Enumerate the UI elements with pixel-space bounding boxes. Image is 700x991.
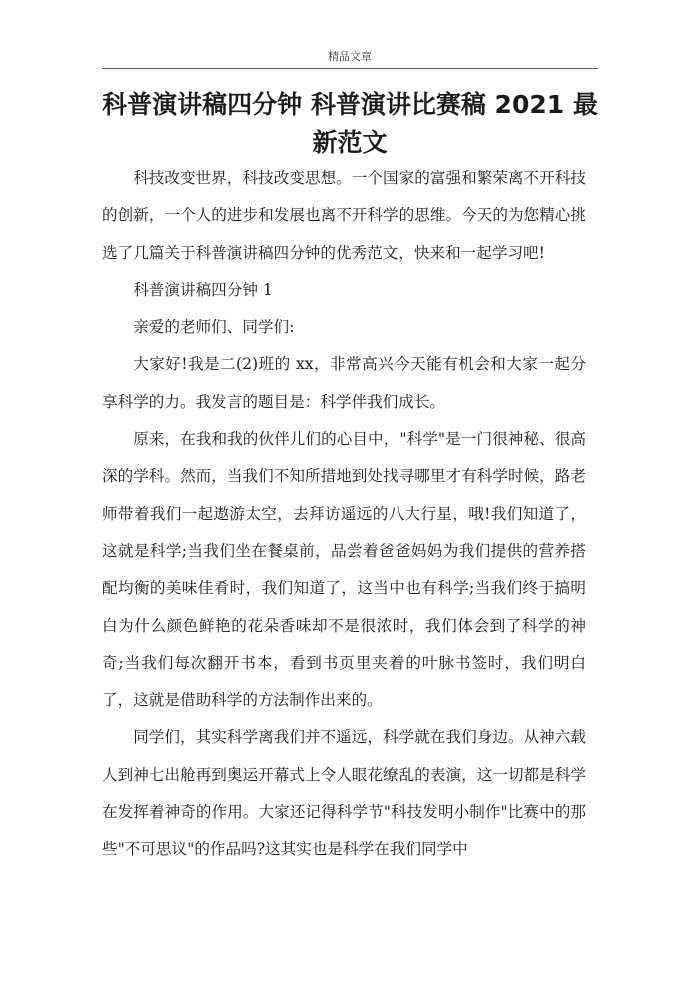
salutation: 亲爱的老师们、同学们: <box>133 318 295 337</box>
page-header: 精品文章 <box>102 50 598 69</box>
paragraph-greeting: 大家好!我是二(2)班的 xx，非常高兴今天能有机会和大家一起分享科学的力。我发言的题目是：科学伴我们成长。 <box>102 355 586 411</box>
document-title: 科普演讲稿四分钟 科普演讲比赛稿 2021 最新范文 <box>102 90 598 157</box>
document-body <box>102 160 586 869</box>
paragraph-intro: 科技改变世界，科技改变思想。一个国家的富强和繁荣离不开科技的创新，一个人的进步和发展也离不开科学的思维。今天的为您精心挑选了几篇关于科普演讲稿四分钟的优秀范文，快来和一起学习吧! <box>102 169 586 262</box>
paragraph-body: 同学们，其实科学离我们并不遥远，科学就在我们身边。从神六载人到神七出舱再到奥运开幕式上令人眼花缭乱的表演，这一切都是科学在发挥着神奇的作用。大家还记得科学节"科技发明小制作"比赛中的那些"不可思议"的作品吗?这其实也是科学在我们同学中 <box>102 728 586 859</box>
section-heading: 科普演讲稿四分钟 1 <box>133 280 273 299</box>
paragraph-body: 原来，在我和我的伙伴儿们的心目中，"科学"是一门很神秘、很高深的学科。然而，当我们不知所措地到处找寻哪里才有科学时候，路老师带着我们一起遨游太空，去拜访遥远的八大行星，哦!我们知道了，这就是科学;当我们坐在餐桌前，品尝着爸爸妈妈为我们提供的营养搭配均衡的美味佳肴时，我们知道了，这当中也有科学;当我们终于搞明白为什么颜色鲜艳的花朵香味却不是很浓时，我们体会到了科学的神奇;当我们每次翻开书本，看到书页里夹着的叶脉书签时，我们明白了，这就是借助科学的方法制作出来的。 <box>102 430 586 710</box>
